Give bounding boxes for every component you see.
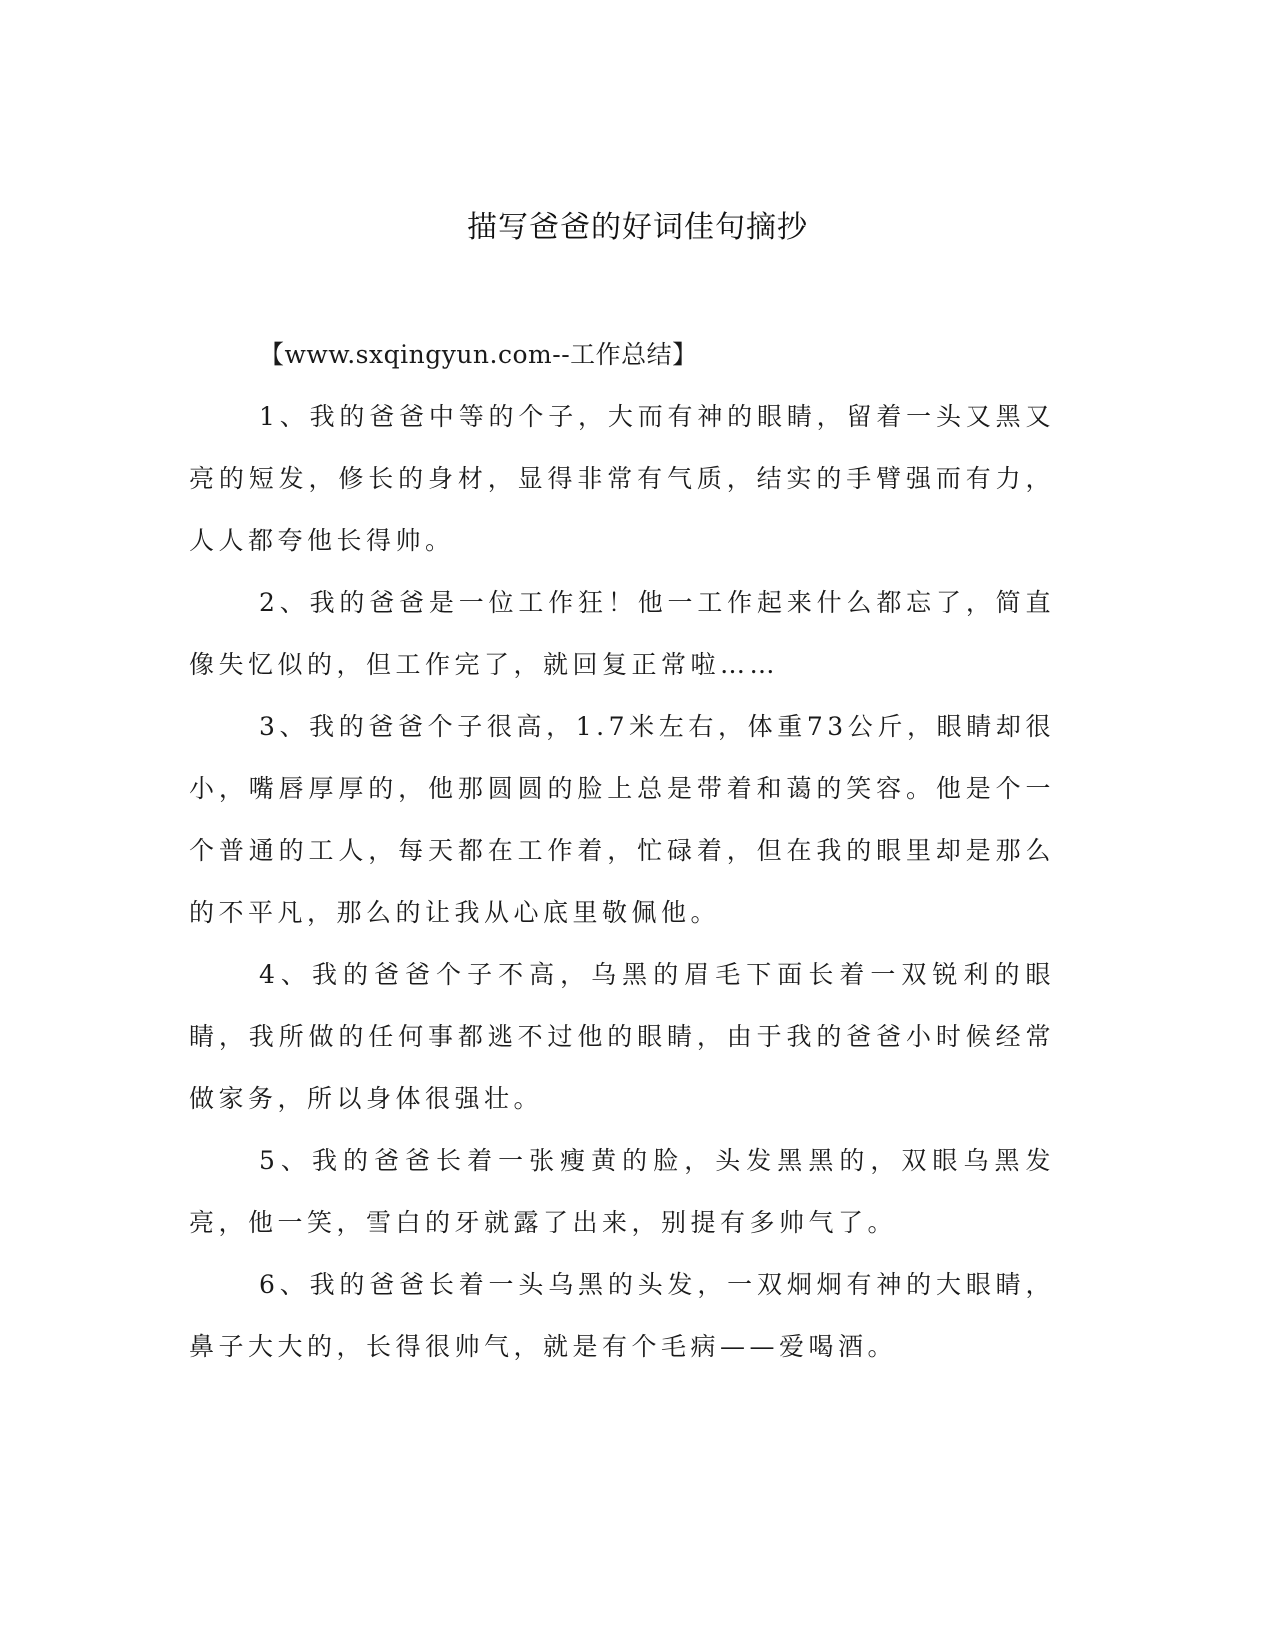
paragraph-4: 4、我的爸爸个子不高，乌黑的眉毛下面长着一双锐利的眼睛，我所做的任何事都逃不过他的眼睛，由于我的爸爸小时候经常做家务，所以身体很强壮。: [189, 960, 1055, 1113]
paragraph-2: 2、我的爸爸是一位工作狂！他一工作起来什么都忘了，简直像失忆似的，但工作完了，就回复正常啦……: [189, 588, 1055, 679]
paragraph-6: 6、我的爸爸长着一头乌黑的头发，一双炯炯有神的大眼睛，鼻子大大的，长得很帅气，就是有个毛病——爱喝酒。: [189, 1270, 1055, 1361]
paragraph-1: 1、我的爸爸中等的个子，大而有神的眼睛，留着一头又黑又亮的短发，修长的身材，显得非常有气质，结实的手臂强而有力，人人都夸他长得帅。: [189, 402, 1055, 555]
paragraph-5: 5、我的爸爸长着一张瘦黄的脸，头发黑黑的，双眼乌黑发亮，他一笑，雪白的牙就露了出来，别提有多帅气了。: [189, 1146, 1055, 1237]
document-body: [189, 324, 1055, 1378]
paragraph-3: 3、我的爸爸个子很高，1.7米左右，体重73公斤，眼睛却很小，嘴唇厚厚的，他那圆圆的脸上总是带着和蔼的笑容。他是个一个普通的工人，每天都在工作着，忙碌着，但在我的眼里却是那么的不平凡，那么的让我从心底里敬佩他。: [189, 712, 1055, 927]
page-title: 描写爸爸的好词佳句摘抄: [467, 210, 808, 245]
source-line: 【www.sxqingyun.com--工作总结】: [259, 340, 698, 369]
